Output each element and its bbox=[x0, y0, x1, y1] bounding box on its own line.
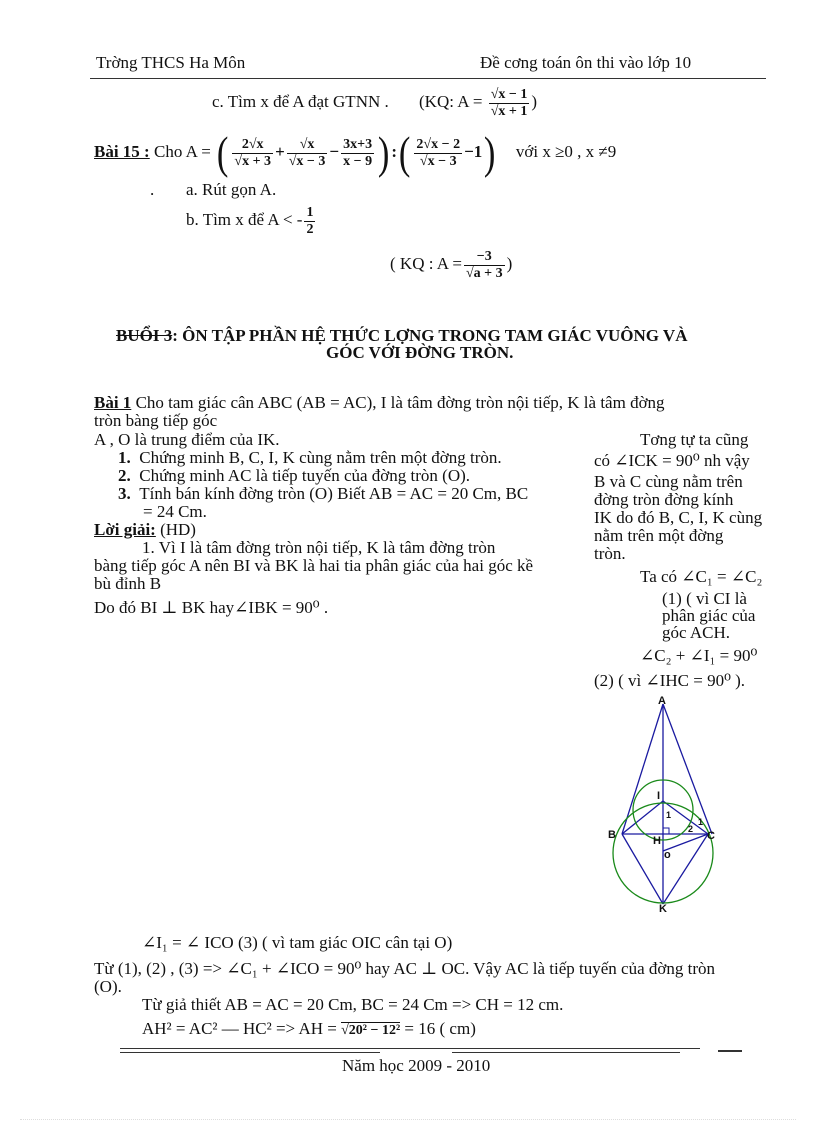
part-c-text: c. Tìm x để A đạt GTNN . bbox=[212, 92, 389, 111]
footer-rule-3 bbox=[452, 1052, 680, 1053]
sqrt-expression: √20² − 12² bbox=[341, 1023, 401, 1038]
svg-text:1: 1 bbox=[698, 817, 704, 827]
header-school: Trờng THCS Ha Môn bbox=[96, 53, 246, 72]
right-l2: có ∠ICK = 90⁰ nh vậy bbox=[594, 451, 750, 470]
footer-rule-2 bbox=[120, 1052, 380, 1053]
right-l6: nằm trên một đờng bbox=[594, 526, 724, 545]
bottom-l1: ∠I₁ = ∠ ICO (3) ( vì tam giác OIC cân tại O) bbox=[142, 933, 453, 952]
svg-text:1: 1 bbox=[666, 810, 672, 820]
label-h: H bbox=[653, 835, 661, 847]
bai15-frac2: $\frac{√x}{√x - 3}$ bbox=[288, 136, 326, 169]
bai15-frac4: $\frac{2√x - 2}{√x - 3}$ bbox=[416, 136, 461, 169]
label-a: A bbox=[658, 696, 666, 707]
section-heading-line2: GÓC VỚI ĐỜNG TRÒN. bbox=[326, 343, 514, 362]
bai15-label: Bài 15 : bbox=[94, 142, 150, 161]
bai15-kq-fraction: $\frac{-3}{√a + 3}$ bbox=[465, 248, 503, 281]
side-ab bbox=[622, 704, 663, 834]
sol1-line-d: Do đó BI ⊥ BK hay∠IBK = 90⁰ . bbox=[94, 598, 329, 617]
bai1-line3: A , O là trung điểm của IK. bbox=[94, 430, 280, 449]
label-c: C bbox=[707, 830, 715, 842]
bai1-line2: tròn bàng tiếp góc bbox=[94, 411, 218, 430]
label-b: B bbox=[608, 829, 616, 841]
bai15-frac3: $\frac{3x+3}{x - 9}$ bbox=[343, 136, 373, 169]
loigiai-line: Lời giải: (HD) bbox=[94, 520, 196, 539]
right-l9: (1) ( vì CI là bbox=[662, 589, 747, 608]
label-i: I bbox=[657, 790, 661, 802]
bai1-item-2: 2. Chứng minh AC là tiếp tuyến của đờng tròn (O). bbox=[118, 466, 471, 485]
bai1-line1: Bài 1 Cho tam giác cân ABC (AB = AC), I là tâm đờng tròn nội tiếp, K là tâm đờng bbox=[94, 393, 665, 412]
label-o: o bbox=[664, 849, 671, 861]
bai15-part-a: a. Rút gọn A. bbox=[186, 180, 277, 199]
right-l10: phân giác của bbox=[662, 606, 756, 625]
header-rule bbox=[90, 78, 766, 79]
bai15-condition: với x ≥0 , x ≠9 bbox=[515, 142, 617, 161]
footer-rule-1 bbox=[120, 1048, 700, 1049]
section-prefix: BUỔI 3 bbox=[116, 326, 173, 345]
bottom-l3: (O). bbox=[94, 977, 122, 996]
bottom-l5: AH² = AC² — HC² => AH = √20² − 12² = 16 ( cm) bbox=[142, 1019, 476, 1038]
bottom-l2: Từ (1), (2) , (3) => ∠C₁ + ∠ICO = 90⁰ hay AC ⊥ OC. Vậy AC là tiếp tuyến của đờng tròn bbox=[94, 959, 716, 978]
right-l4: đờng tròn đờng kính bbox=[594, 490, 734, 509]
section-heading-line1: BUỔI 3: ÔN TẬP PHẦN HỆ THỨC LỢNG TRONG TAM GIÁC VUÔNG VÀ bbox=[116, 326, 688, 345]
svg-text:2: 2 bbox=[688, 824, 694, 834]
footer-rule-4 bbox=[718, 1050, 742, 1052]
right-l13: (2) ( vì ∠IHC = 90⁰ ). bbox=[594, 671, 746, 690]
bai15-half: $\frac{1}{2}$ bbox=[306, 204, 314, 237]
bai1-item-3: 3. Tính bán kính đờng tròn (O) Biết AB = AC = 20 Cm, BC bbox=[118, 484, 529, 503]
part-c-kq: (KQ: A = bbox=[419, 92, 483, 111]
right-l1: Tơng tự ta cũng bbox=[640, 430, 749, 449]
right-l8: Ta có ∠C₁ = ∠C₂ bbox=[640, 567, 763, 586]
sol1-line-b: bàng tiếp góc A nên BI và BK là hai tia phân giác của hai góc kề bbox=[94, 556, 534, 575]
part-c-line: c. Tìm x để A đạt GTNN . (KQ: A = $\frac{√x - 1}{√x + 1}$ ) bbox=[212, 86, 538, 119]
footer-text: Năm học 2009 - 2010 bbox=[342, 1056, 491, 1075]
bai1-label: Bài 1 bbox=[94, 393, 132, 412]
page-edge-dots bbox=[20, 1119, 796, 1120]
label-k: K bbox=[659, 903, 667, 915]
right-l5: IK do đó B, C, I, K cùng bbox=[594, 508, 763, 527]
right-angle-mark bbox=[663, 828, 669, 834]
loigiai-label: Lời giải: bbox=[94, 520, 156, 539]
bai15-kq: ( KQ : A = $\frac{-3}{√a + 3}$ ) bbox=[390, 248, 513, 281]
header-title: Đề cơng toán ôn thi vào lớp 10 bbox=[480, 53, 692, 72]
bai15-frac1: $\frac{2√x}{√x + 3}$ bbox=[234, 136, 272, 169]
geometry-figure bbox=[600, 696, 730, 916]
sol1-line-c: bù đỉnh B bbox=[94, 574, 162, 593]
right-l12: ∠C₂ + ∠I₁ = 90⁰ bbox=[640, 646, 758, 665]
sol1-line-a: 1. Vì I là tâm đờng tròn nội tiếp, K là tâm đờng tròn bbox=[142, 538, 496, 557]
right-l3: B và C cùng nằm trên bbox=[594, 472, 743, 491]
bai15-part-b: b. Tìm x để A < - $\frac{1}{2}$ bbox=[186, 204, 314, 237]
bottom-l4: Từ giả thiết AB = AC = 20 Cm, BC = 24 Cm => CH = 12 cm. bbox=[142, 995, 564, 1014]
part-c-fraction: $\frac{√x - 1}{√x + 1}$ bbox=[490, 86, 528, 119]
bai1-item-3-cont: = 24 Cm. bbox=[143, 502, 207, 521]
right-l11: góc ACH. bbox=[662, 623, 730, 642]
bai15-formula-line: Bài 15 : Cho A = ( $\frac{2√x}{√x + 3}$ + $\frac{√x}{√x - 3}$ − $\frac{3x+3}{x - 9}$ ) :( $\frac{2√x - 2}{√x - 3}$ −1) với x ≥0 , x ≠9 bbox=[94, 127, 617, 179]
right-l7: tròn. bbox=[594, 544, 626, 563]
bai1-item-1: 1. Chứng minh B, C, I, K cùng nằm trên một đờng tròn. bbox=[118, 448, 502, 467]
